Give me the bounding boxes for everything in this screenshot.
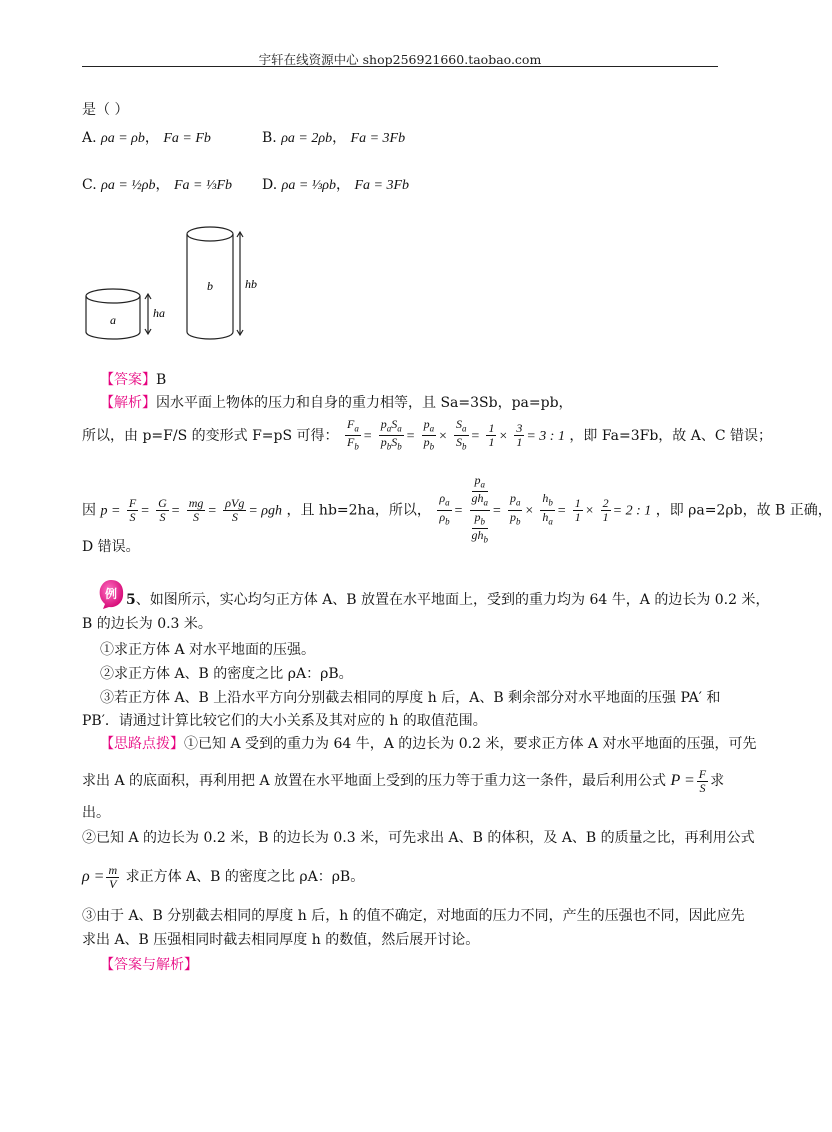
hint-p3-b: 求出 A、B 压强相同时截去相同厚度 h 的数值，然后展开讨论。 xyxy=(82,932,480,948)
example-5-number: 5 xyxy=(126,592,136,608)
analysis-1-text-3-pre: 因 xyxy=(82,502,96,519)
analysis-1-text-1: 因水平面上物体的压力和自身的重力相等，且 Sa=3Sb，pa=pb， xyxy=(156,395,573,411)
hint-tag: 【思路点拨】 xyxy=(100,736,184,752)
option-d-rho: ρa = ⅓ρb xyxy=(281,178,337,193)
hint-p2-b: ρ = $\frac{m}{V}$ 求正方体 A、B 的密度之比 ρA：ρB。 xyxy=(82,862,365,891)
option-d-force: Fa = 3Fb xyxy=(354,178,410,193)
option-b-rho: ρa = 2ρb xyxy=(281,131,333,146)
hint-p1-b-end: 求 xyxy=(710,773,725,789)
analysis-1-line-3: 因 p = $\frac{F}{S}$ = $\frac{G}{S}$ = $\frac{mg}{S}$ = $\frac{\text{ρVg}}{S}$ = ρgh ，且 hb=2ha，所以， $\frac{\rho_a}{\rho_b}$ = $p_a$ $gh_a$ $p_b$ $gh_b$ = $\frac{p_a}{p_b}$ × $\frac{h_b}{h_a}$ = $\frac{1}{1}$ × $\frac{2}{1}$ = 2 : 1 ，即 ρa=2ρb，故 B 正确， xyxy=(82,473,832,545)
label-ha: ha xyxy=(153,306,165,320)
hint-p1-b-text: 求出 A 的底面积，再利用把 A 放置在水平地面上受到的压力等于重力这一条件，最后利用公式 xyxy=(82,773,667,789)
analysis-1-text-3-post: ，即 ρa=2ρb，故 B 正确， xyxy=(655,502,832,519)
option-b-letter: B. xyxy=(262,130,277,146)
option-d-letter: D. xyxy=(262,177,278,193)
hint-p1-a xyxy=(100,734,756,754)
example-5-q1: ①求正方体 A 对水平地面的压强。 xyxy=(100,642,316,658)
example-5-q3-a: ③若正方体 A、B 上沿水平方向分别截去相同的厚度 h 后，A、B 剩余部分对水平地面的压强 PA′ 和 xyxy=(100,690,721,706)
option-c-force: Fa = ⅓Fb xyxy=(173,178,233,193)
example-5-line-2: B 的边长为 0.3 米。 xyxy=(82,616,212,632)
example-5-q3-b: PB′．请通过计算比较它们的大小关系及其对应的 h 的取值范围。 xyxy=(82,713,487,729)
option-a: A. ρa = ρb， Fa = Fb xyxy=(82,130,211,146)
formula-density: $\frac{m}{V}$ xyxy=(108,862,118,891)
header-divider xyxy=(82,66,718,67)
option-c: C. ρa = ½ρb， Fa = ⅓Fb xyxy=(82,177,233,193)
formula-force-ratio: $\frac{F_a}{F_b}$ xyxy=(346,417,359,452)
formula-pressure: $\frac{F}{S}$ xyxy=(698,766,707,795)
option-c-rho: ρa = ½ρb xyxy=(101,178,156,193)
analysis-1-text-2-pre: 所以，由 p=F/S 的变形式 F=pS 可得： xyxy=(82,427,339,444)
answer-analysis-tag: 【答案与解析】 xyxy=(100,957,198,973)
label-b: b xyxy=(207,279,213,293)
hint-p2-b-text: 求正方体 A、B 的密度之比 ρA：ρB。 xyxy=(125,869,365,885)
hint-p1-c: 出。 xyxy=(82,805,110,821)
option-c-letter: C. xyxy=(82,177,97,193)
cylinder-a-top xyxy=(86,289,140,303)
cylinder-b-bottom xyxy=(187,332,233,339)
hint-p3-a: ③由于 A、B 分别截去相同的厚度 h 后，h 的值不确定，对地面的压力不同，产生的压强也不同，因此应先 xyxy=(82,908,745,924)
option-a-rho: ρa = ρb xyxy=(101,131,145,146)
example-5-text-1: 、如图所示，实心均匀正方体 A、B 放置在水平地面上，受到的重力均为 64 牛，A 的边长为 0.2 米， xyxy=(135,592,770,608)
option-b-force: Fa = 3Fb xyxy=(350,131,406,146)
question-stem-end: 是（ ） xyxy=(82,102,129,118)
analysis-1-line-2: 所以，由 p=F/S 的变形式 F=pS 可得： $\frac{F_a}{F_b}$ = $\frac{p_aS_a}{p_bS_b}$ = $\frac{p_a}{p_b}$ × $\frac{S_a}{S_b}$ = $\frac{1}{1}$ × $\frac{3}{1}$ = 3 : 1 ，即 Fa=3Fb，故 A、C 错误； xyxy=(82,417,773,452)
hint-p2-a: ②已知 A 的边长为 0.2 米，B 的边长为 0.3 米，可先求出 A、B 的体积，及 A、B 的质量之比，再利用公式 xyxy=(82,830,755,846)
page-header: 宇轩在线资源中心 shop256921660.taobao.com xyxy=(258,52,542,67)
answer-1-tag: 【答案】 xyxy=(100,372,156,388)
analysis-1-line-1 xyxy=(100,393,573,413)
formula-density-ratio: $\frac{\rho_a}{\rho_b}$ xyxy=(439,491,450,527)
option-a-force: Fa = Fb xyxy=(163,131,211,146)
hint-p1-b: 求出 A 的底面积，再利用把 A 放置在水平地面上受到的压力等于重力这一条件，最后利用公式 P = $\frac{F}{S}$ 求 xyxy=(82,766,725,795)
example-5-q2: ②求正方体 A、B 的密度之比 ρA：ρB。 xyxy=(100,666,353,682)
option-d: D. ρa = ⅓ρb， Fa = 3Fb xyxy=(262,177,410,193)
example-5-line-1 xyxy=(126,590,770,610)
example-badge xyxy=(97,578,125,610)
analysis-1-text-3-mid: ，且 hb=2ha，所以， xyxy=(286,502,431,519)
cylinder-figure xyxy=(80,218,280,346)
option-b: B. ρa = 2ρb， Fa = 3Fb xyxy=(262,130,406,146)
option-a-letter: A. xyxy=(82,130,97,146)
analysis-1-text-2-post: ，即 Fa=3Fb，故 A、C 错误； xyxy=(569,427,773,444)
example-badge-text: 例 xyxy=(104,587,118,601)
answer-1 xyxy=(100,370,166,390)
cylinder-b-top xyxy=(187,227,233,241)
cylinder-a-bottom xyxy=(86,332,140,339)
hint-p1-a-text: ①已知 A 受到的重力为 64 牛，A 的边长为 0.2 米，要求正方体 A 对水平地面的压强，可先 xyxy=(184,736,757,752)
answer-1-value: B xyxy=(156,372,167,388)
label-hb: hb xyxy=(245,277,257,291)
analysis-1-tag: 【解析】 xyxy=(100,395,156,411)
analysis-1-line-4: D 错误。 xyxy=(82,539,140,555)
label-a: a xyxy=(110,313,116,327)
